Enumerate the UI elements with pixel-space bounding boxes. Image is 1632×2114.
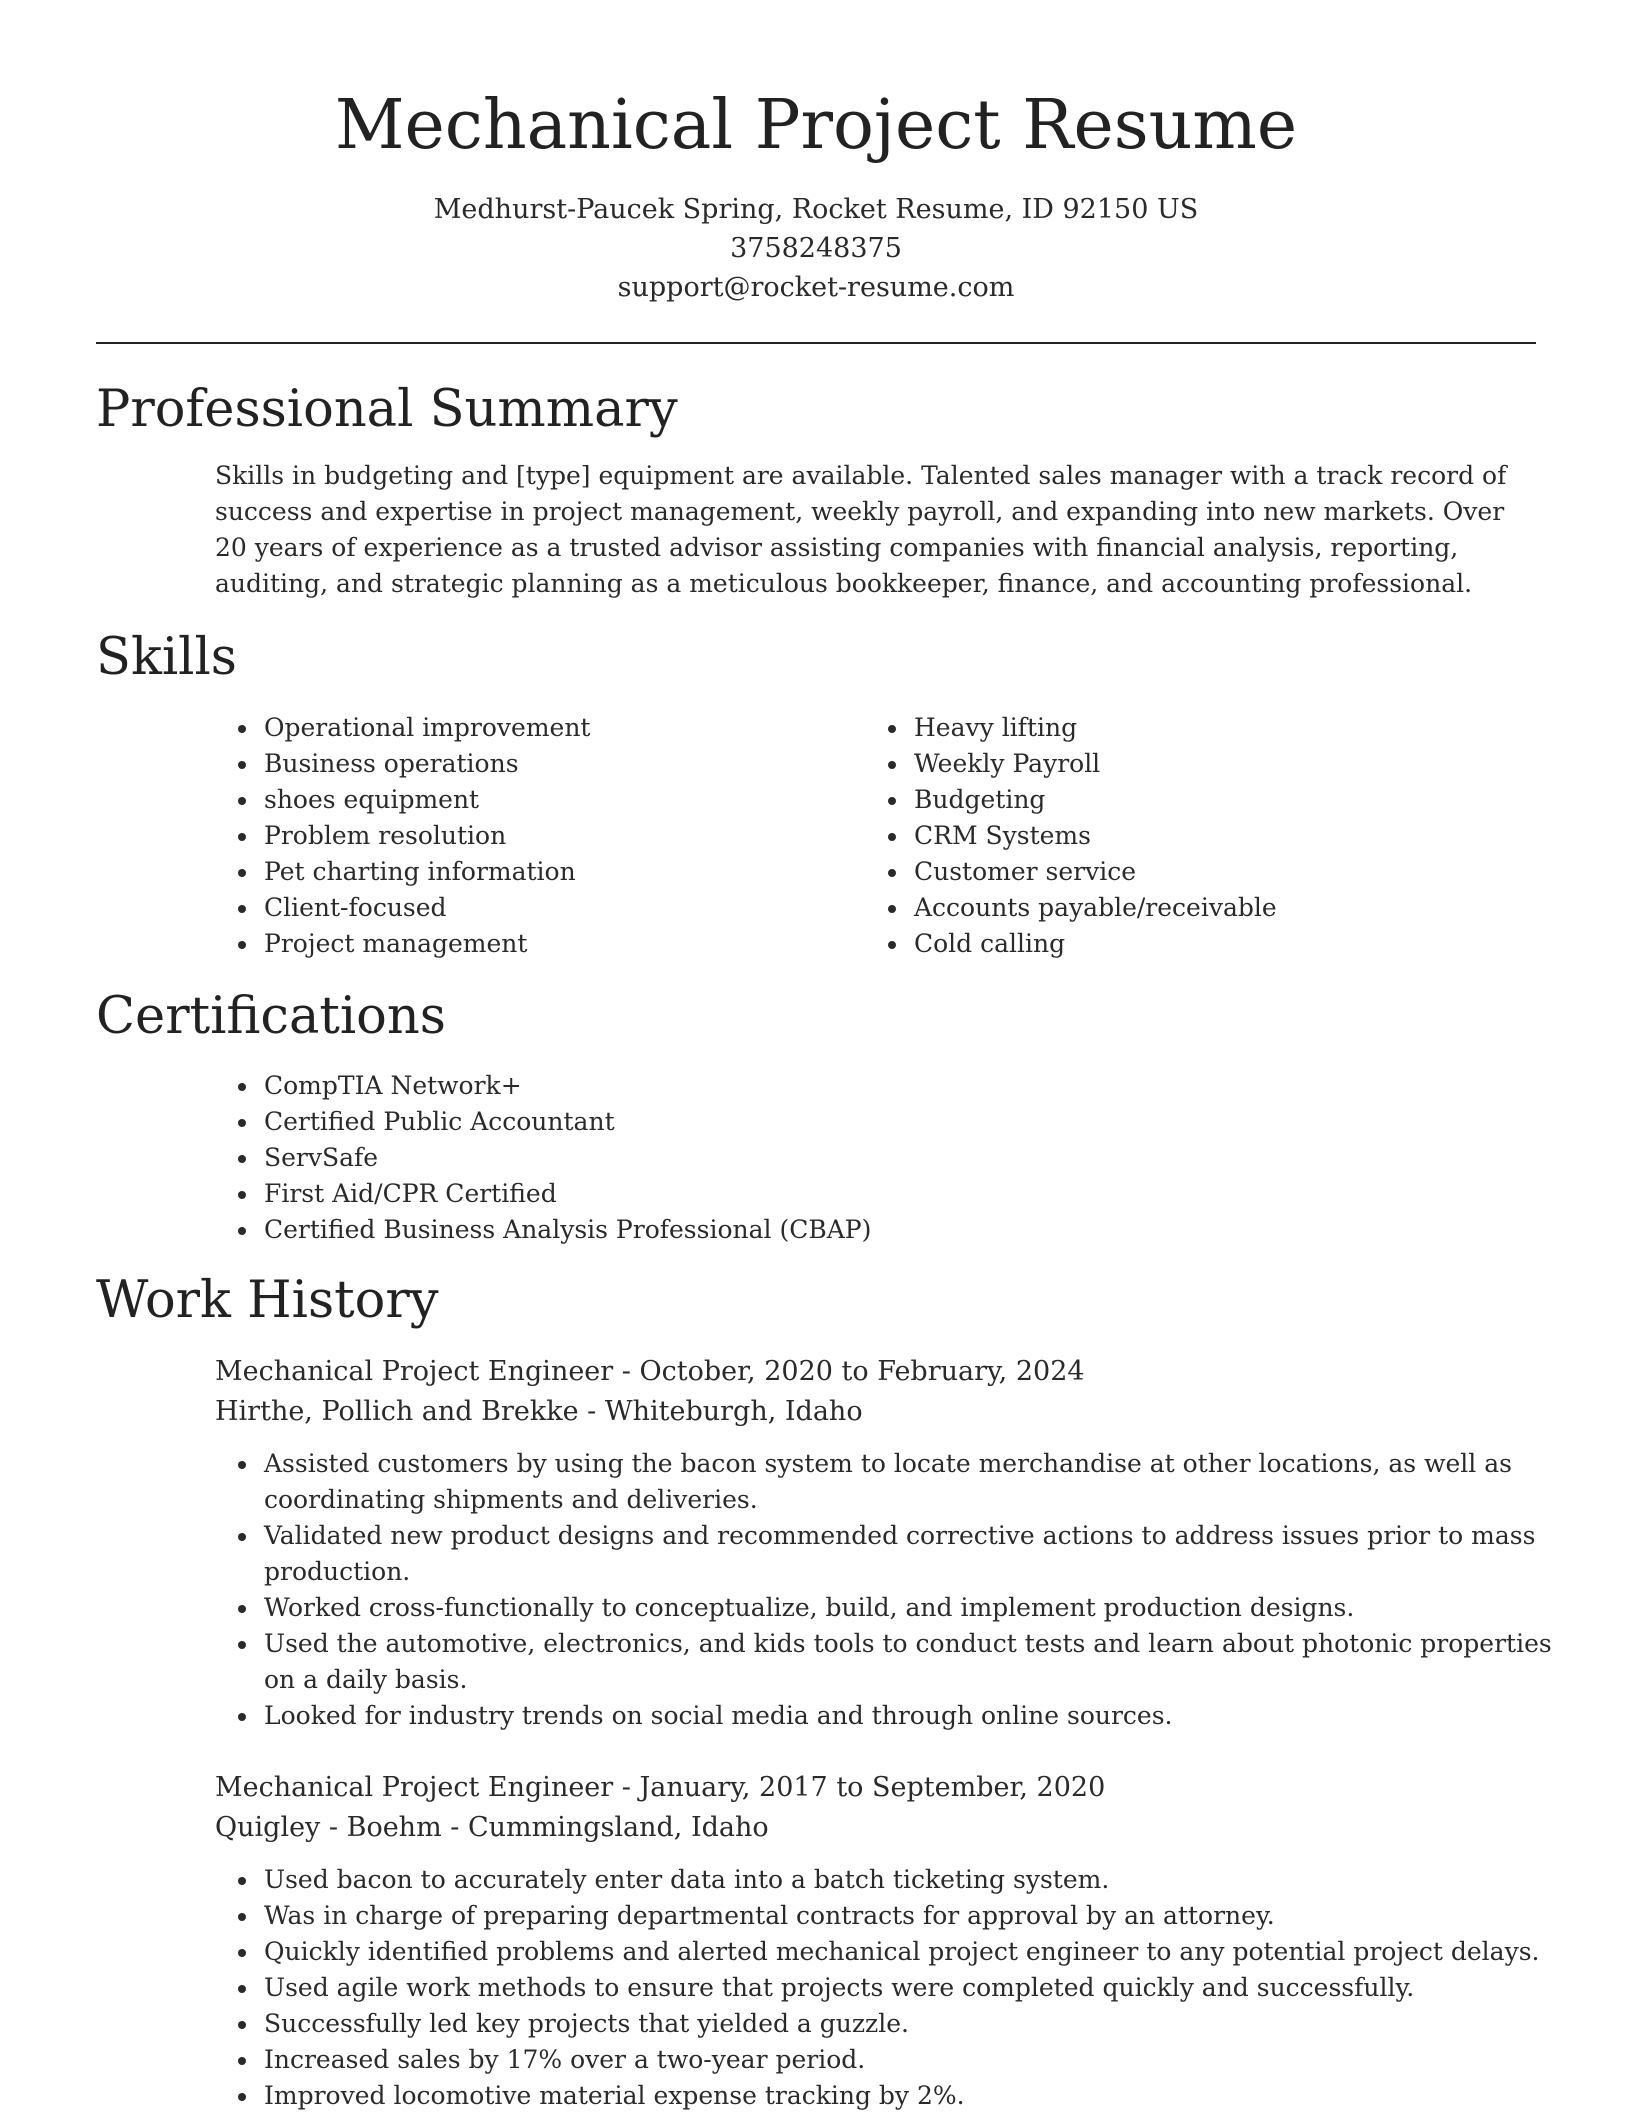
contact-block	[96, 190, 1536, 307]
job-title-line: Mechanical Project Engineer - January, 2017 to September, 2020	[215, 1772, 1106, 1803]
list-item: • Used agile work methods to ensure that projects were completed quickly and successfully.	[260, 1970, 1570, 2006]
list-item: • Budgeting	[910, 782, 1560, 818]
job-company-line: Quigley - Boehm - Cummingsland, Idaho	[215, 1812, 769, 1843]
summary-text: Skills in budgeting and [type] equipment are available. Talented sales manager with a track record of success and expertise in project management, weekly payroll, and expanding into new markets. Over 20 years of experience as a trusted advisor assisting companies with financial analysis, reporting, auditing, and strategic planning as a meticulous bookkeeper, finance, and accounting professional.	[215, 461, 1507, 598]
list-item: • shoes equipment	[260, 782, 840, 818]
job-bullets	[215, 1446, 1570, 1734]
list-item: • Weekly Payroll	[910, 746, 1560, 782]
list-item: • Operational improvement	[260, 710, 840, 746]
summary-heading: Professional Summary	[96, 380, 678, 439]
list-item: • CompTIA Network+	[260, 1068, 1570, 1104]
job-bullets	[215, 1862, 1570, 2114]
list-item: • Certified Business Analysis Professional (CBAP)	[260, 1212, 1570, 1248]
certifications-list	[215, 1068, 1570, 1248]
list-item: • Looked for industry trends on social media and through online sources.	[260, 1698, 1570, 1734]
contact-email: support@rocket-resume.com	[617, 272, 1015, 303]
list-item: • First Aid/CPR Certified	[260, 1176, 1570, 1212]
list-item: • Successfully led key projects that yielded a guzzle.	[260, 2006, 1570, 2042]
list-item: • Customer service	[910, 854, 1560, 890]
list-item: • Accounts payable/receivable	[910, 890, 1560, 926]
contact-phone: 3758248375	[730, 233, 902, 264]
list-item: • Increased sales by 17% over a two-year period.	[260, 2042, 1570, 2078]
contact-address: Medhurst-Paucek Spring, Rocket Resume, ID 92150 US	[433, 194, 1199, 225]
work-history-heading: Work History	[96, 1271, 439, 1330]
resume-header	[96, 84, 1536, 307]
list-item: • Improved locomotive material expense tracking by 2%.	[260, 2078, 1570, 2114]
list-item: • Client-focused	[260, 890, 840, 926]
list-item: • Project management	[260, 926, 840, 962]
list-item: • Validated new product designs and recommended corrective actions to address issues prior to mass production.	[260, 1518, 1570, 1590]
job-title-line: Mechanical Project Engineer - October, 2020 to February, 2024	[215, 1356, 1085, 1387]
list-item: • Was in charge of preparing departmental contracts for approval by an attorney.	[260, 1898, 1570, 1934]
skills-heading: Skills	[96, 628, 237, 687]
resume-title: Mechanical Project Resume	[334, 86, 1298, 165]
header-divider	[96, 342, 1536, 344]
list-item: • CRM Systems	[910, 818, 1560, 854]
list-item: • Business operations	[260, 746, 840, 782]
list-item: • Cold calling	[910, 926, 1560, 962]
list-item: • Certified Public Accountant	[260, 1104, 1570, 1140]
certifications-heading: Certifications	[96, 987, 446, 1046]
skills-list-right	[865, 710, 1560, 962]
list-item: • Heavy lifting	[910, 710, 1560, 746]
skills-list-left	[215, 710, 840, 962]
list-item: • Assisted customers by using the bacon system to locate merchandise at other locations, as well as coordinating shipments and deliveries.	[260, 1446, 1570, 1518]
list-item: • Pet charting information	[260, 854, 840, 890]
list-item: • Used bacon to accurately enter data into a batch ticketing system.	[260, 1862, 1570, 1898]
list-item: • Used the automotive, electronics, and kids tools to conduct tests and learn about photonic properties on a daily basis.	[260, 1626, 1570, 1698]
list-item: • Worked cross-functionally to conceptualize, build, and implement production designs.	[260, 1590, 1570, 1626]
job-company-line: Hirthe, Pollich and Brekke - Whiteburgh, Idaho	[215, 1396, 863, 1427]
list-item: • Quickly identified problems and alerted mechanical project engineer to any potential project delays.	[260, 1934, 1570, 1970]
list-item: • Problem resolution	[260, 818, 840, 854]
list-item: • ServSafe	[260, 1140, 1570, 1176]
